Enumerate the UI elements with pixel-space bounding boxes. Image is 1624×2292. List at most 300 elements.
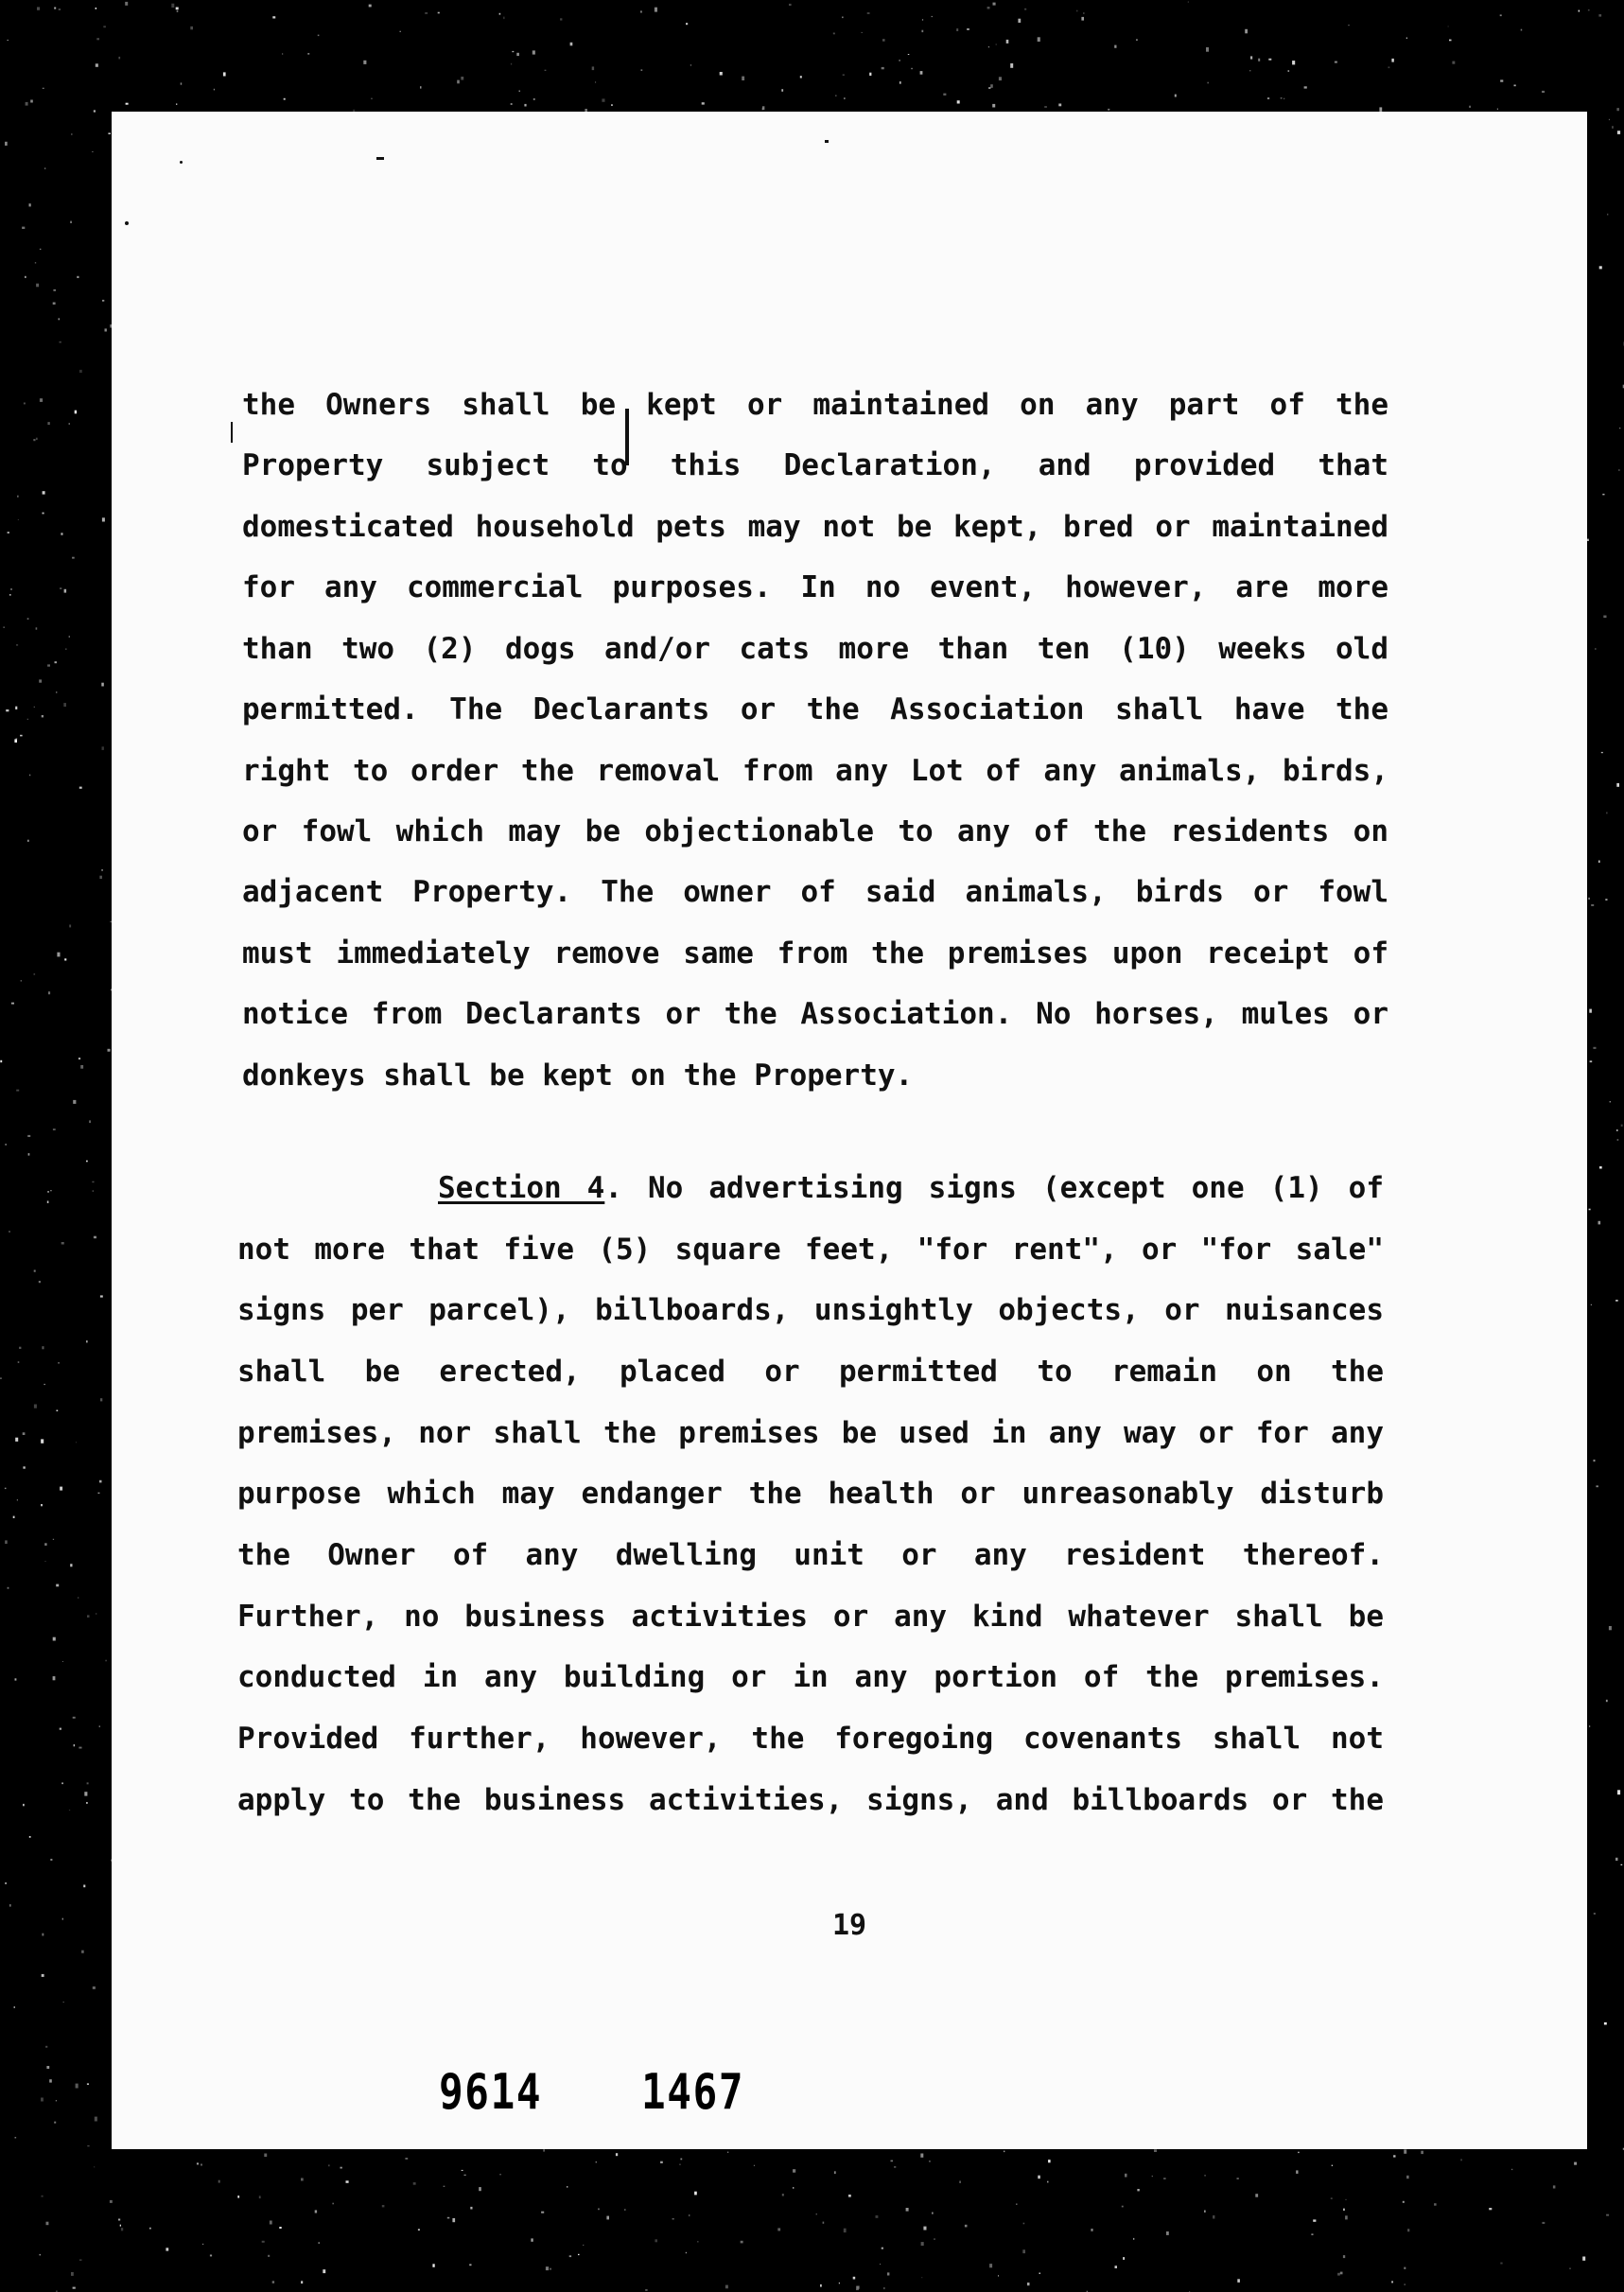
scan-noise-speck [1039,2273,1041,2275]
scan-noise-speck [87,2084,89,2085]
scan-noise-speck [413,2182,416,2185]
scan-noise-speck [1006,40,1009,44]
scan-noise-speck [87,1615,90,1618]
scan-noise-speck [999,77,1002,80]
scan-noise-speck [10,588,11,590]
scan-noise-speck [98,1493,100,1494]
scan-noise-speck [1605,899,1607,901]
scan-noise-speck [1206,47,1209,52]
scan-noise-speck [447,2217,450,2219]
scan-noise-speck [1452,61,1455,64]
scan-noise-speck [75,411,77,414]
text-line: purpose which may endanger the health or unreasonably disturb [237,1477,1384,1511]
scan-noise-speck [46,2066,49,2069]
scan-noise-speck [835,95,836,96]
scan-noise-speck [1267,97,1269,99]
text-line: than two (2) dogs and/or cats more than ten (10) weeks old [242,632,1388,666]
scan-noise-speck [44,1384,45,1385]
scan-noise-speck [1115,2266,1118,2268]
scan-noise-speck [4,627,5,628]
scan-noise-speck [1163,2178,1166,2179]
scan-noise-speck [1296,2170,1298,2174]
scan-noise-speck [8,1587,9,1589]
scan-noise-speck [908,54,910,55]
scan-noise-speck [1497,109,1498,111]
scan-noise-speck [54,8,56,9]
scan-noise-speck [118,2219,120,2221]
scan-artifact-dot [825,140,829,143]
scan-noise-speck [998,2275,999,2276]
scan-noise-speck [499,2174,500,2175]
scan-noise-speck [1603,616,1606,619]
scan-noise-speck [9,1904,11,1907]
scan-noise-speck [1449,40,1452,42]
text-line: the Owner of any dwelling unit or any resident thereof. [237,1538,1384,1572]
scan-noise-speck [1024,9,1026,10]
scan-noise-speck [19,1347,21,1349]
scan-noise-speck [1587,539,1589,541]
scan-noise-speck [45,1561,46,1562]
scan-noise-speck [17,496,19,498]
scan-noise-speck [524,104,526,107]
scan-noise-speck [1403,2201,1405,2203]
scan-noise-speck [87,2145,89,2146]
scan-noise-speck [284,98,286,100]
scan-noise-speck [57,953,60,957]
scan-noise-speck [546,2266,549,2270]
text-line: domesticated household pets may not be kept, bred or maintained [242,510,1388,544]
scan-noise-speck [301,2178,304,2181]
page-number: 19 [831,1909,867,1942]
scan-noise-speck [1553,2185,1556,2188]
scan-noise-speck [655,8,657,12]
scan-noise-speck [53,1676,56,1680]
scan-noise-speck [40,2254,41,2256]
scan-noise-speck [40,398,43,402]
scan-noise-speck [697,2241,698,2242]
scan-noise-speck [57,1410,59,1412]
scan-noise-speck [70,1564,72,1566]
scan-noise-speck [1589,1009,1592,1013]
scan-noise-speck [418,2229,420,2231]
scan-noise-speck [69,1810,70,1811]
scan-noise-speck [987,7,990,9]
scan-noise-speck [108,132,111,134]
scan-noise-speck [1108,109,1109,111]
scan-noise-speck [867,12,870,14]
scan-noise-speck [307,53,309,55]
text-line: notice from Declarants or the Association. No horses, mules or [242,997,1388,1031]
scan-noise-speck [479,2187,481,2191]
scan-noise-speck [1606,1700,1608,1702]
text-line: must immediately remove same from the premises upon receipt of [242,936,1388,971]
scan-noise-speck [533,50,535,54]
scan-noise-speck [923,2227,926,2231]
scan-noise-speck [1404,2149,1406,2153]
scan-noise-speck [848,2195,851,2197]
scan-noise-speck [210,2255,212,2257]
text-line: Further, no business activities or any kind whatever shall be [237,1600,1384,1634]
scan-noise-speck [60,1487,62,1491]
scan-noise-speck [1340,2272,1343,2275]
scan-noise-speck [20,735,23,737]
scan-noise-speck [1606,813,1607,814]
scan-noise-speck [99,876,102,879]
scan-noise-speck [996,44,997,45]
scan-noise-speck [84,1792,87,1795]
scan-noise-speck [844,2229,847,2232]
scan-noise-speck [0,1060,2,1062]
scan-noise-speck [1213,2215,1214,2219]
scan-noise-speck [457,80,460,84]
scan-noise-speck [323,2269,325,2273]
scan-noise-speck [125,2,128,6]
scan-noise-speck [1618,469,1620,471]
scan-noise-speck [53,289,56,291]
scan-noise-speck [79,1058,80,1059]
scan-noise-speck [1570,2268,1571,2269]
scan-noise-speck [1469,106,1471,108]
scan-noise-speck [899,60,900,61]
scan-noise-speck [1500,79,1503,81]
text-line: adjacent Property. The owner of said animals, birds or fowl [242,875,1388,909]
scan-noise-speck [992,104,995,108]
scan-noise-speck [27,840,29,842]
scan-noise-speck [880,2264,881,2265]
scan-noise-speck [988,46,989,47]
scan-noise-speck [672,2218,674,2220]
scan-noise-speck [1594,1460,1596,1461]
scan-noise-speck [44,1543,46,1546]
scan-noise-speck [270,2221,272,2225]
scan-noise-speck [1602,494,1604,496]
scan-noise-speck [42,1974,44,1977]
scan-noise-speck [121,2228,123,2231]
scan-noise-speck [92,1181,94,1183]
scan-noise-speck [103,26,106,27]
section-heading: Section 4 [438,1171,605,1205]
scan-noise-speck [1542,91,1545,93]
scan-noise-speck [1343,2255,1345,2258]
scan-noise-speck [1081,17,1084,21]
scan-noise-speck [58,1362,60,1364]
scan-noise-speck [1616,1129,1617,1131]
scan-noise-speck [101,683,104,687]
scan-noise-speck [25,276,26,278]
text-line: right to order the removal from any Lot of any animals, birds, [242,754,1388,788]
scan-noise-speck [595,81,596,82]
scan-noise-speck [102,517,105,521]
scan-noise-speck [1582,2257,1585,2261]
scan-noise-speck [1010,63,1013,68]
scan-noise-speck [1125,2174,1127,2178]
scan-noise-speck [1609,119,1610,120]
scan-noise-speck [833,33,835,35]
scan-noise-speck [61,1242,64,1245]
scan-noise-speck [53,1637,56,1641]
scan-noise-speck [76,2084,79,2089]
scan-noise-speck [34,1405,37,1408]
scan-noise-speck [1610,1101,1611,1102]
scan-noise-speck [1343,2209,1345,2211]
scan-noise-speck [1406,38,1407,40]
scan-noise-speck [60,587,61,589]
scan-noise-speck [218,2180,220,2183]
scan-noise-speck [1038,2176,1040,2179]
scan-noise-speck [1391,2281,1393,2283]
scan-noise-speck [369,5,372,8]
scan-noise-speck [1038,37,1040,42]
scan-noise-speck [499,13,501,15]
scan-noise-speck [1615,1858,1618,1861]
scan-noise-speck [1268,59,1271,61]
scan-noise-speck [55,661,58,663]
scan-noise-speck [862,32,863,33]
scan-noise-speck [816,2213,817,2214]
scan-noise-speck [27,719,28,720]
scan-noise-speck [989,2264,992,2267]
scan-noise-speck [1460,2159,1462,2161]
scan-noise-speck [14,2006,16,2008]
scan-noise-speck [702,102,705,104]
scan-noise-speck [71,2272,74,2276]
scan-noise-speck [83,1885,85,1888]
scan-noise-speck [920,71,923,75]
scan-noise-speck [461,77,463,80]
scan-noise-speck [727,2152,728,2153]
scan-noise-speck [120,2225,121,2227]
scan-noise-speck [42,1933,44,1936]
text-line: signs per parcel), billboards, unsightly objects, or nuisances [237,1293,1384,1327]
scan-noise-speck [1606,2214,1609,2216]
scan-noise-speck [73,2287,76,2289]
scan-noise-speck [101,869,103,871]
scan-noise-speck [79,370,82,373]
scan-noise-speck [5,1882,7,1884]
scan-noise-speck [869,73,871,76]
scan-noise-speck [39,679,42,682]
scan-noise-speck [1208,82,1209,84]
scan-noise-speck [1249,70,1250,71]
scan-noise-speck [64,958,66,960]
scan-noise-speck [47,1201,49,1203]
scan-noise-speck [96,38,99,40]
scan-noise-speck [462,2170,463,2171]
scan-noise-speck [262,2241,265,2243]
scan-noise-speck [470,2207,472,2210]
scan-noise-speck [967,28,969,30]
scan-noise-speck [1588,9,1590,10]
scan-noise-speck [1346,2199,1347,2200]
scan-noise-speck [126,103,129,105]
scan-noise-speck [689,2214,690,2216]
scan-noise-speck [36,627,38,629]
scan-noise-speck [27,1135,30,1137]
scan-noise-speck [69,636,70,638]
scan-noise-speck [578,2254,580,2255]
scan-noise-speck [1590,1060,1593,1062]
text-line: apply to the business activities, signs, and billboards or the [237,1783,1384,1817]
scan-noise-speck [1348,25,1349,26]
scan-noise-speck [118,57,120,60]
scan-noise-speck [318,35,320,37]
scan-noise-speck [61,533,62,534]
scan-noise-speck [1250,56,1252,59]
scan-noise-speck [645,2289,647,2291]
text-line: or fowl which may be objectionable to any of the residents on [242,814,1388,849]
scan-noise-speck [405,2158,408,2160]
scan-noise-speck [1615,1300,1618,1302]
scan-noise-speck [598,2209,600,2211]
scan-noise-speck [166,2248,168,2250]
scan-noise-speck [543,2149,545,2151]
scan-noise-speck [512,51,514,52]
scan-noise-speck [882,2248,883,2249]
scan-noise-speck [22,227,25,229]
scan-noise-speck [432,2264,434,2267]
scan-noise-speck [43,491,45,494]
scan-noise-speck [100,1295,103,1297]
scan-noise-speck [17,1499,18,1501]
scan-noise-speck [282,53,283,54]
scan-noise-speck [1335,61,1337,63]
section-4-first-line [237,1169,1384,1207]
scan-noise-speck [1047,2181,1049,2183]
scan-noise-speck [686,2252,687,2253]
scan-noise-speck [87,1782,89,1784]
scan-noise-speck [190,26,193,29]
scan-noise-speck [59,9,61,10]
scan-noise-speck [1311,2233,1313,2235]
scan-noise-speck [5,142,8,146]
scan-noise-speck [511,63,512,65]
scan-noise-speck [1489,2208,1492,2210]
scan-noise-speck [655,2239,657,2242]
scan-noise-speck [1076,10,1078,12]
scan-noise-speck [15,2137,17,2139]
scan-noise-speck [53,1129,56,1130]
scan-noise-speck [1617,131,1620,134]
scan-noise-speck [70,221,72,223]
scan-noise-speck [570,43,573,46]
scan-noise-speck [569,2255,571,2257]
scan-noise-speck [13,1516,15,1518]
scan-noise-speck [201,2164,202,2166]
scan-noise-speck [62,1918,63,1920]
scan-noise-speck [988,87,990,89]
scan-noise-speck [223,72,226,76]
scan-noise-speck [94,1236,96,1239]
scan-noise-speck [965,2225,968,2228]
scan-noise-speck [78,1597,79,1599]
scan-noise-speck [60,341,61,343]
scan-noise-speck [1594,1913,1596,1915]
scan-noise-speck [26,102,28,106]
text-line: shall be erected, placed or permitted to remain on the [237,1355,1384,1389]
scan-noise-speck [932,16,933,17]
scan-noise-speck [1421,2151,1423,2154]
scan-noise-speck [73,1717,76,1719]
scan-noise-speck [1091,2229,1092,2231]
scan-noise-speck [49,2079,52,2082]
scan-noise-speck [1514,85,1516,87]
scan-noise-speck [1237,2178,1239,2179]
scan-noise-speck [464,2175,466,2176]
text-line: premises, nor shall the premises be used in any way or for any [237,1416,1384,1450]
scan-noise-speck [1205,2175,1206,2176]
scan-noise-speck [1255,2194,1258,2197]
scan-noise-speck [1617,1139,1619,1141]
scan-noise-speck [8,532,9,534]
scan-noise-speck [47,664,50,666]
scan-noise-speck [1292,61,1295,64]
scan-noise-speck [77,276,79,278]
scan-noise-speck [56,2100,57,2101]
scan-noise-speck [641,69,643,71]
scan-noise-speck [1616,783,1619,787]
scan-noise-speck [823,2222,825,2224]
scan-noise-speck [921,30,923,32]
scan-noise-speck [420,86,422,88]
scan-noise-speck [725,2285,728,2289]
scan-noise-speck [1027,2283,1030,2285]
scan-noise-speck [1589,1725,1590,1727]
scan-noise-speck [1018,19,1021,23]
scan-noise-speck [56,1584,59,1587]
scan-noise-speck [843,74,845,76]
scan-noise-speck [16,644,18,645]
scan-noise-speck [64,589,67,593]
scan-noise-speck [616,2153,618,2156]
scan-noise-speck [1023,2223,1025,2225]
scan-noise-speck [176,104,177,105]
scan-noise-speck [1617,1790,1620,1794]
scan-noise-speck [853,2277,856,2280]
scan-noise-speck [754,2165,755,2166]
scan-noise-speck [34,707,35,708]
scan-noise-speck [59,318,60,320]
scan-noise-speck [452,2218,455,2222]
scan-noise-speck [36,284,39,288]
scan-noise-speck [86,1802,88,1804]
scan-noise-speck [567,2186,568,2188]
scan-noise-speck [47,422,49,425]
scan-noise-speck [272,16,275,18]
scan-noise-speck [1022,2249,1025,2253]
scan-noise-speck [920,2154,923,2158]
scan-noise-speck [0,1378,1,1379]
scan-noise-speck [18,519,19,520]
scan-noise-speck [1511,2169,1512,2170]
scan-noise-speck [30,100,33,103]
scan-noise-speck [887,2272,889,2275]
scan-noise-speck [18,1361,20,1363]
scan-noise-speck [1591,904,1594,906]
scan-noise-speck [922,19,923,20]
scan-noise-speck [932,2213,934,2214]
scan-noise-speck [899,81,901,84]
scan-noise-speck [777,2228,780,2231]
scan-noise-speck [1598,14,1601,17]
stamp-number-left: 9614 [439,2064,543,2121]
scan-noise-speck [800,76,802,78]
scan-noise-speck [72,557,75,559]
scan-noise-speck [1404,2267,1406,2269]
scan-noise-speck [911,68,913,69]
scan-noise-speck [39,1281,41,1283]
scan-noise-speck [50,1190,52,1191]
scan-noise-speck [33,439,35,441]
